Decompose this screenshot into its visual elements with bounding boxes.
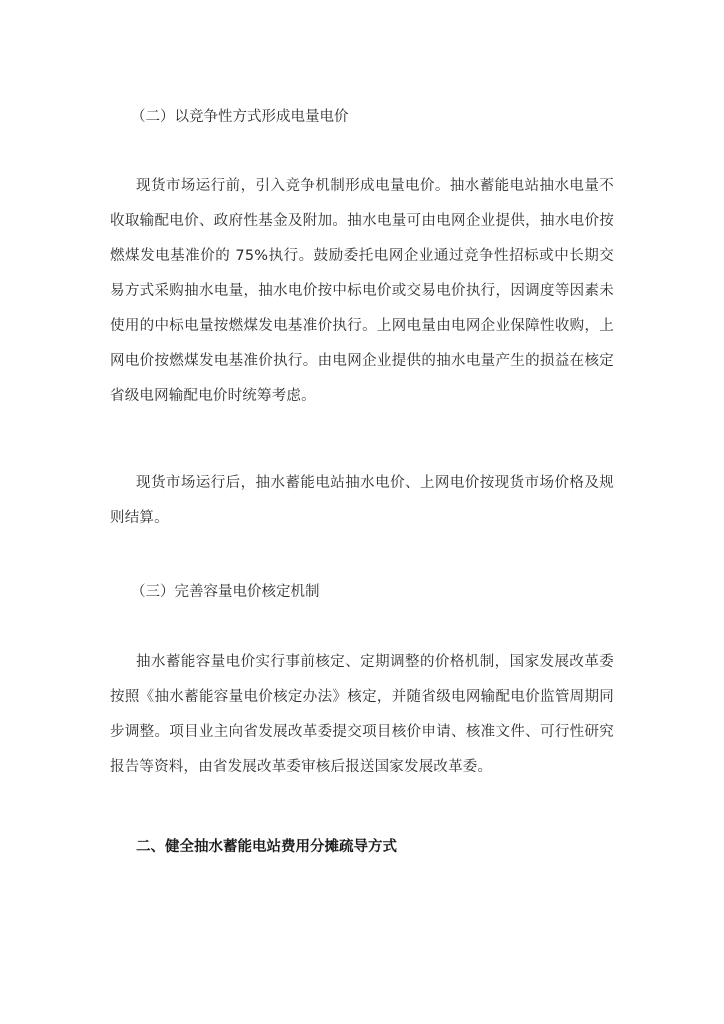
paragraph-before-spot-market: 现货市场运行前，引入竞争机制形成电量电价。抽水蓄能电站抽水电量不收取输配电价、政府性基金及附加。抽水电量可由电网企业提供，抽水电价按燃煤发电基准价的 75%执行。鼓励委托电网企业通过竞争性招标或中长期交易方式采购抽水电量，抽水电价按中标电价或交易电价执行，因调度等因素未使用的中标电量按燃煤发电基准价执行。上网电量由电网企业保障性收购，上网电价按燃煤发电基准价执行。由电网企业提供的抽水电量产生的损益在核定省级电网输配电价时统筹考虑。: [110, 178, 614, 404]
section-heading-cost-allocation: 二、健全抽水蓄能电站费用分摊疏导方式: [136, 839, 397, 855]
subheading-competitive-pricing: （二）以竞争性方式形成电量电价: [131, 109, 349, 125]
paragraph-after-spot-market: 现货市场运行后，抽水蓄能电站抽水电价、上网电价按现货市场价格及规则结算。: [110, 475, 614, 526]
subheading-capacity-pricing: （三）完善容量电价核定机制: [131, 584, 320, 600]
paragraph-capacity-pricing: 抽水蓄能容量电价实行事前核定、定期调整的价格机制，国家发展改革委按照《抽水蓄能容量电价核定办法》核定，并随省级电网输配电价监管周期同步调整。项目业主向省发展改革委提交项目核价申请、核准文件、可行性研究报告等资料，由省发展改革委审核后报送国家发展改革委。: [110, 654, 614, 775]
